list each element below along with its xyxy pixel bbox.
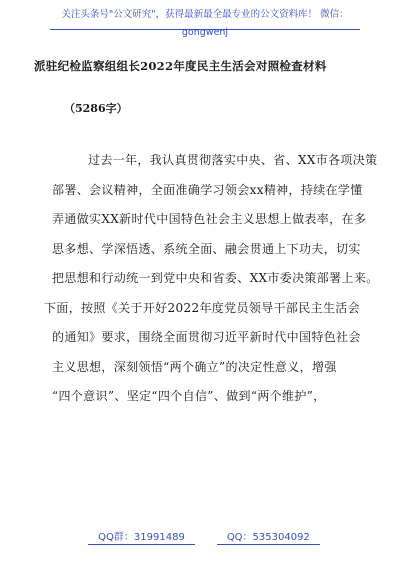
body-line: “四个意识”、坚定“四个自信”、做到“两个维护”，	[52, 389, 326, 403]
body-line: 过去一年，我认真贯彻落实中央、省、XX市各项决策	[88, 153, 378, 167]
word-count: （5286字）	[64, 102, 128, 115]
banner-underline	[50, 29, 360, 30]
qq-group-number: QQ群：31991489	[88, 528, 195, 545]
body-line: 主义思想，深刻领悟“两个确立”的决定性意义，增强	[52, 359, 337, 374]
body-line: 弄通做实XX新时代中国特色社会主义思想上做表率，在多	[52, 212, 367, 226]
document-body	[44, 146, 379, 412]
qq-number: QQ：535304092	[217, 528, 320, 545]
document-title: 派驻纪检监察组组长2022年度民主生活会对照检查材料	[34, 59, 327, 73]
banner-text: 关注头条号"公文研究"，获得最新最全最专业的公文资料库！ 微信：gongwenj	[61, 9, 349, 38]
body-line: 的通知》要求，围绕全面贯彻习近平新时代中国特色社会	[52, 330, 361, 344]
body-line: 部署、会议精神，全面准确学习领会xx精神，持续在学懂	[52, 182, 363, 197]
body-line: 思多想、学深悟透、系统全面、融会贯通上下功夫，切实	[52, 241, 361, 256]
body-line: 下面，按照《关于开好2022年度党员领导干部民主生活会	[44, 300, 360, 315]
body-line: 把思想和行动统一到党中央和省委、XX市委决策部署上来。	[52, 271, 379, 285]
page-footer	[0, 528, 408, 545]
promo-banner	[50, 6, 360, 36]
